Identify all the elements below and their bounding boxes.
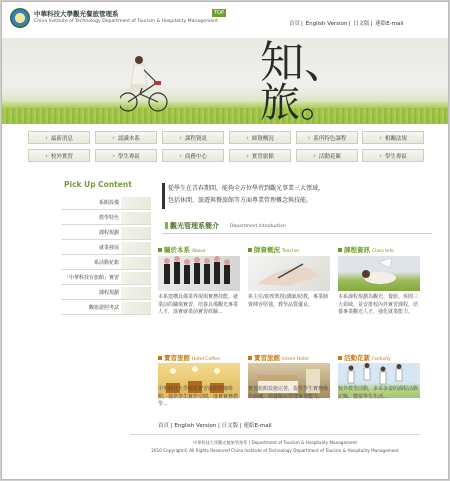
footer-copy-line-2: 2010 Copyright© All Rights Reserved China Institute of Technology Department of Tourism & Hospitality Management — [151, 448, 399, 453]
hero-headline-2: 旅。 — [260, 80, 340, 126]
quote-bar — [162, 183, 165, 209]
site-subtitle: China Institute of Technology Department of Tourism & Hospitality Management — [34, 19, 218, 24]
sidebar-title: Pick Up Content — [64, 180, 132, 189]
quote-line-2: 包括休閒、旅遊與餐旅館等方面專業管理概念與技能。 — [168, 197, 313, 204]
mission-quote — [168, 183, 413, 207]
hero-headline-1: 知、 — [260, 37, 348, 88]
sidebar-item-bg — [121, 302, 151, 315]
sidebar-item-careers[interactable]: 就業發展 — [61, 242, 121, 255]
square-icon — [158, 248, 162, 252]
sidebar-item-teaching[interactable]: 教學特色 — [61, 212, 121, 225]
card-title-en: Intern Hotel — [282, 357, 309, 362]
footer-email-link[interactable]: 連絡E-mail — [243, 423, 272, 429]
card-title-text: 實習旅館 — [164, 354, 190, 362]
sidebar-item-bg — [121, 257, 151, 270]
section-subtitle: Department Introduction — [230, 224, 286, 229]
nav-featured-courses[interactable]: › 系所特色課程 — [296, 131, 358, 144]
nav-business-center[interactable]: › 商務中心 — [162, 149, 224, 162]
card-teacher-text: 系主任/助理教授/講師/助教，專業師資陣容堅強，教學品質優良。 — [248, 294, 329, 308]
footer-japanese-link[interactable]: 日文版 — [221, 423, 239, 429]
page — [1, 1, 449, 480]
school-logo[interactable] — [10, 8, 30, 28]
nav-about[interactable]: › 認識本系 — [95, 131, 157, 144]
email-link[interactable]: 連絡E-mail — [375, 21, 404, 27]
nav-internship[interactable]: › 校外實習 — [28, 149, 90, 162]
card-about-title[interactable] — [158, 245, 205, 254]
sidebar-item-bg — [121, 212, 151, 225]
site-title[interactable]: 中華科技大學觀光餐旅管理系 — [34, 10, 119, 18]
sidebar-item-curriculum[interactable]: 課程規劃 — [61, 227, 121, 240]
grass-field — [2, 108, 448, 124]
card-title-text: 師資概況 — [254, 246, 280, 254]
footer-links: 首頁 | English Version | 日文版 | 連絡E-mail — [158, 423, 272, 429]
nav-faculty[interactable]: › 師資概況 — [229, 131, 291, 144]
sidebar-item-bg — [121, 272, 151, 285]
card-festivity-title[interactable] — [338, 353, 391, 362]
students-photo-illustration — [158, 256, 240, 291]
sidebar-item-hotel-internship[interactable]: 「中華科技有旅館」實習 — [61, 272, 121, 285]
sidebar-item-bg — [121, 197, 151, 210]
sidebar-item-activities[interactable]: 系活動花絮 — [61, 257, 121, 270]
top-badge: TOP — [214, 10, 225, 16]
header — [2, 2, 448, 38]
square-icon — [158, 356, 162, 360]
card-class-title[interactable] — [338, 245, 394, 254]
card-intern-hotel-text: 實習旅館設施完善，提供學生實務操作訓練，培養飯店管理專業能力。 — [248, 386, 329, 400]
teacher-photo[interactable] — [248, 256, 330, 291]
footer-home-link[interactable]: 首頁 — [158, 423, 170, 429]
footer-copyright — [120, 439, 430, 455]
square-icon — [338, 248, 342, 252]
footer-english-link[interactable]: English Version — [174, 423, 217, 429]
footer-divider — [130, 434, 420, 435]
relaxing-girl-illustration — [338, 256, 420, 291]
card-hotel-coffee-title[interactable] — [158, 353, 220, 362]
main-navigation — [28, 131, 424, 167]
card-title-text: 活動花絮 — [344, 354, 370, 362]
card-title-text: 實習旅館 — [254, 354, 280, 362]
sidebar-item-planning[interactable]: 課程規劃 — [61, 287, 121, 300]
girl-on-bicycle-illustration — [120, 52, 170, 114]
nav-students[interactable]: › 學生專區 — [95, 149, 157, 162]
class-photo[interactable] — [338, 256, 420, 291]
card-title-en: Class Info — [372, 249, 394, 254]
english-link[interactable]: English Version — [305, 21, 348, 27]
section-divider — [162, 233, 432, 234]
card-hotel-coffee-text: 中華科技大學附設實習旅館暨咖啡館，提供學生實作空間，落實實務教學... — [158, 386, 239, 407]
top-links: 首頁| English Version| 日文版| 連絡E-mail — [289, 21, 404, 27]
sidebar-item-facilities[interactable]: 系館設備 — [61, 197, 121, 210]
footer-copy-line-1: 中華科技大學觀光餐旅管理系 | Department of Tourism & Hospitality Management — [193, 440, 357, 445]
square-icon — [248, 356, 252, 360]
nav-activities[interactable]: › 活動花絮 — [296, 149, 358, 162]
nav-hotel[interactable]: › 實習旅館 — [229, 149, 291, 162]
quote-line-1: 從學生在青春期間，能夠全方位學習到觀光事業三大領域， — [168, 185, 325, 192]
sidebar-item-certification[interactable]: 觀旅證照考試 — [61, 302, 121, 315]
card-class-text: 本系課程規劃為觀光、餐旅、休閒三大領域，並安排校內外實習課程，培養專業觀光人才，強化就業能力。 — [338, 294, 419, 315]
card-festivity-text: 校外教學活動，多采多姿的課程活動記錄，豐富學生生活... — [338, 386, 419, 400]
nav-student-zone[interactable]: › 學生專區 — [362, 149, 424, 162]
japanese-link[interactable]: 日文版 — [353, 21, 370, 27]
card-title-en: Hotel Coffee — [192, 357, 220, 362]
hero-banner — [2, 38, 448, 124]
card-title-text: 課程資訊 — [344, 246, 370, 254]
nav-news[interactable]: › 最新消息 — [28, 131, 90, 144]
sidebar-item-bg — [121, 227, 151, 240]
nav-regulations[interactable]: › 相關法規 — [362, 131, 424, 144]
card-title-text: 關於本系 — [164, 246, 190, 254]
card-about-text: 本系建構具備業界現場實務技能、就業前的職場實習，培養具備觀光專業人才，落實就業前實習經驗... — [158, 294, 239, 315]
sidebar-item-bg — [121, 287, 151, 300]
sidebar-item-bg — [121, 242, 151, 255]
home-link[interactable]: 首頁 — [289, 21, 301, 27]
card-title-en: Teacher — [282, 249, 300, 254]
card-title-en: Festivity — [372, 357, 391, 362]
card-title-en: About — [192, 249, 206, 254]
writing-hand-illustration — [248, 256, 330, 291]
card-teacher-title[interactable] — [248, 245, 299, 254]
nav-courses[interactable]: › 課程資訊 — [162, 131, 224, 144]
square-icon — [338, 356, 342, 360]
card-intern-hotel-title[interactable] — [248, 353, 309, 362]
square-icon — [248, 248, 252, 252]
students-photo[interactable] — [158, 256, 240, 291]
section-title: 觀光管理系簡介 — [165, 221, 219, 231]
